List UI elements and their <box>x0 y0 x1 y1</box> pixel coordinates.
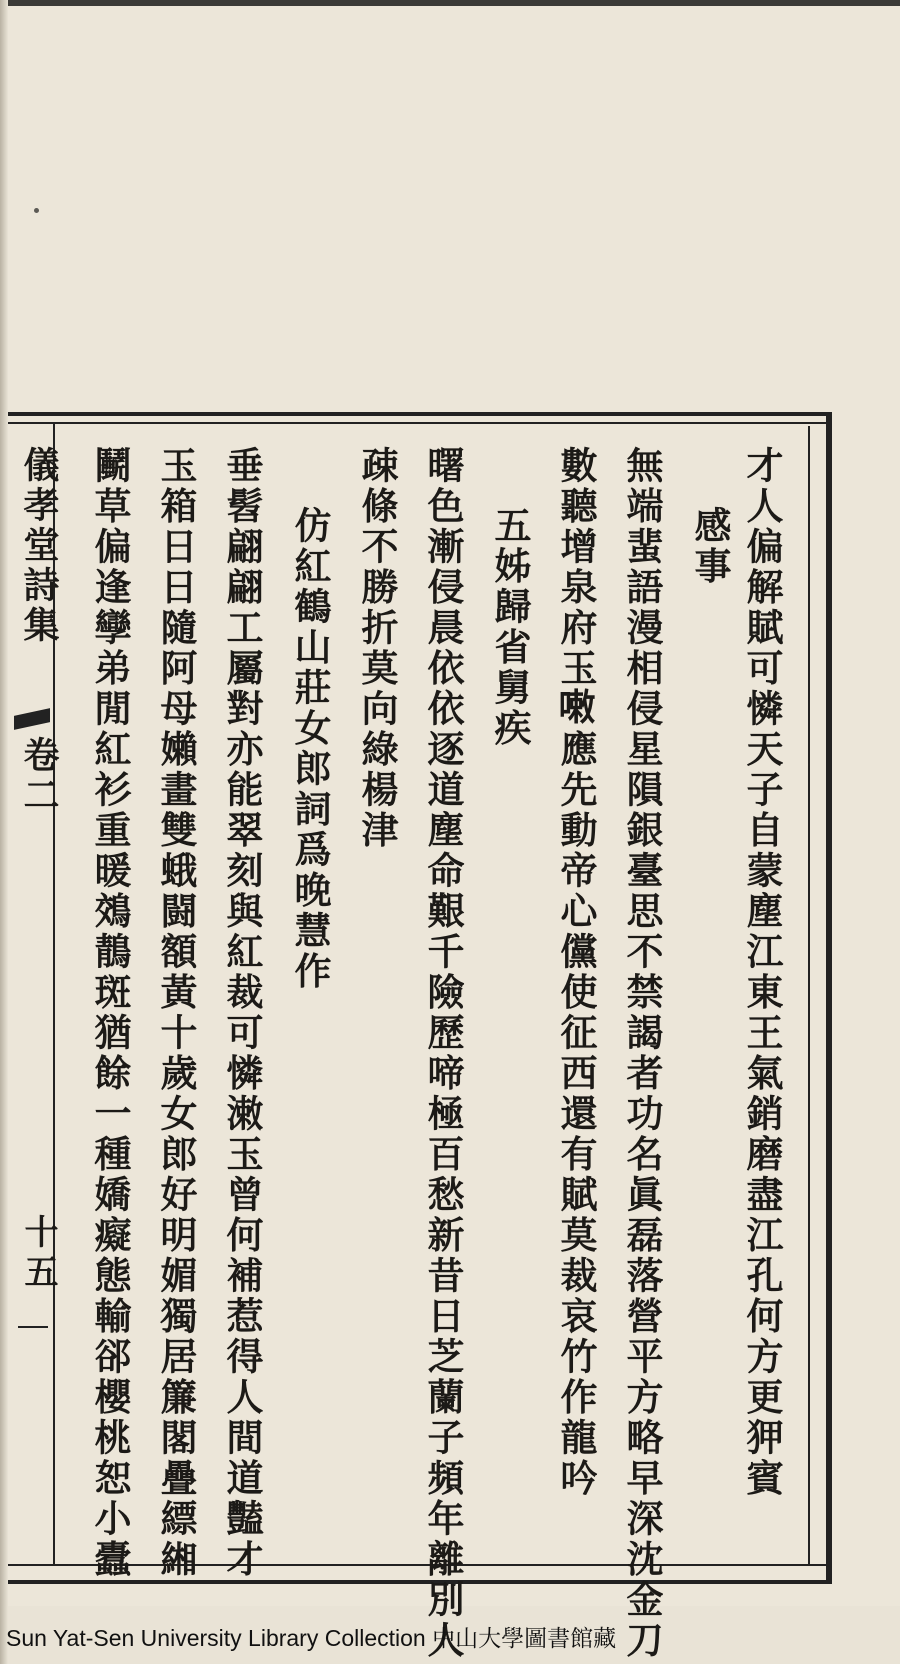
text-column: 數聽增泉府玉𠻳應先動帝心儻使征西還有賦莫裁哀竹作龍吟 <box>554 446 598 1499</box>
poem-title: 感事 <box>688 506 732 587</box>
text-column: 曙色漸侵晨依依逐道塵命艱千險歷啼極百愁新昔日芝蘭子頻年離別人 <box>421 446 465 1661</box>
poem-title: 五姊歸省舅疾 <box>488 506 532 749</box>
text-column: 才人偏解賦可憐天子自蒙塵江東王氣銷磨盡江孔何方更狎賓 <box>740 446 784 1499</box>
library-credit: Sun Yat-Sen University Library Collection 中山大學圖書館藏 <box>6 1625 617 1651</box>
ink-speck <box>34 208 39 213</box>
frame-rule-right <box>808 426 810 1566</box>
text-column: 鬭草偏逢孿弟閒紅衫重暖鵁鶄斑猶餘一種嬌癡態輸郤櫻桃恕小蠹 <box>88 446 132 1580</box>
text-column: 玉箱日日隨阿母嬾畫雙蛾闘額黃十歲女郎好明媚獨居簾閣疊縹緗 <box>154 446 198 1580</box>
frame-rule-top <box>8 422 826 424</box>
poem-title: 仿紅鶴山莊女郎詞爲晚慧作 <box>288 506 332 992</box>
text-column: 疎條不勝折莫向綠楊津 <box>355 446 399 851</box>
text-column: 無端蜚語漫相侵星隕銀臺思不禁謁者功名眞磊落營平方略早深沈金刀 <box>620 446 664 1661</box>
binding-edge <box>0 0 8 1664</box>
margin-volume: 卷二 <box>18 736 60 816</box>
margin-book-title: 儀孝堂詩集 <box>18 446 60 646</box>
margin-dash <box>18 1326 48 1328</box>
text-column: 垂髫翩翩工屬對亦能翠刻與紅裁可憐潄玉曾何補惹得人間道豔才 <box>220 446 264 1580</box>
margin-page-number: 十五 <box>18 1214 58 1294</box>
